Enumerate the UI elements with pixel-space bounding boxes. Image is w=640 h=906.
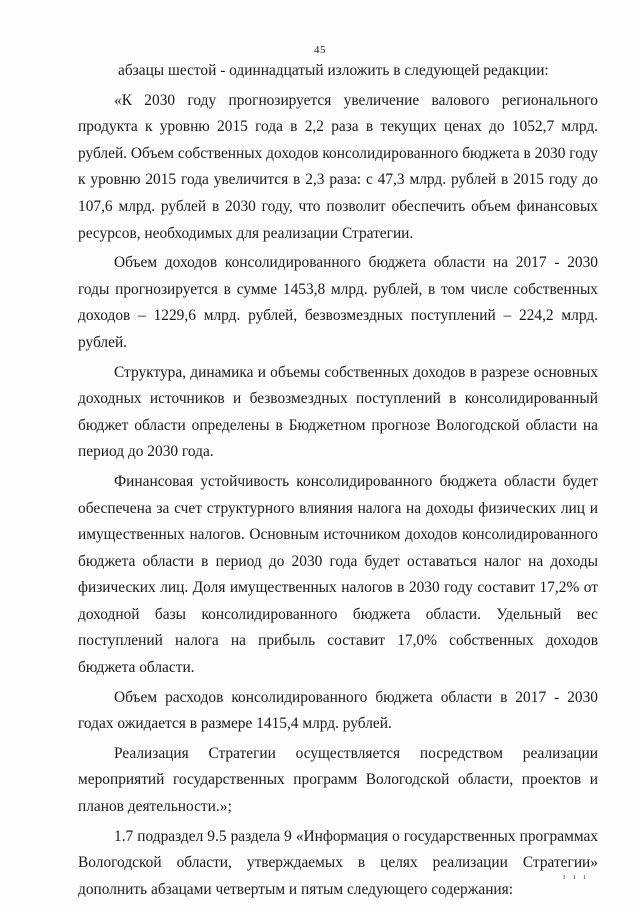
paragraph-amendment-1-7: 1.7 подраздел 9.5 раздела 9 «Информация о государственных программах Вологодской области, утверждаемых в целях реализации Стратегии» дополнить абзацами четвертым и пятым следующего содержания: xyxy=(78,827,598,898)
footer-scan-mark: ı ı ı xyxy=(563,872,589,881)
paragraph-intro: абзацы шестой - одиннадцатый изложить в следующей редакции: xyxy=(118,62,549,79)
paragraph-income-structure: Структура, динамика и объемы собственных доходов в разрезе основных доходных источников и безвозмездных поступлений в консолидированный бюджет области определены в Бюджетном прогнозе Вологодской области на период до 2030 года. xyxy=(78,363,598,461)
paragraph-grp-forecast: «К 2030 году прогнозируется увеличение валового регионального продукта к уровню 2015 года в 2,2 раза в текущих ценах до 1052,7 млрд. рублей. Объем собственных доходов консолидированного бюджета в 2030 году к уровню 2015 года увеличится в 2,3 раза: с 47,3 млрд. рублей в 2015 году до 107,6 млрд. рублей в 2030 году, что позволит обеспечить объем финансовых ресурсов, необходимых для реализации Стратегии. xyxy=(78,91,598,242)
page-number: 45 xyxy=(314,44,326,56)
paragraph-financial-stability: Финансовая устойчивость консолидированного бюджета области будет обеспечена за счет структурного влияния налога на доходы физических лиц и имущественных налогов. Основным источником доходов консолидированного бюджета области в период до 2030 года будет оставаться налог на доходы физических лиц. Доля имущественных налогов в 2030 году составит 17,2% от доходной базы консолидированного бюджета области. Удельный вес поступлений налога на прибыль составит 17,0% собственных доходов бюджета области. xyxy=(78,472,598,677)
paragraph-expenses-volume: Объем расходов консолидированного бюджета области в 2017 - 2030 годах ожидается в размере 1415,4 млрд. рублей. xyxy=(78,688,598,733)
paragraph-strategy-implementation: Реализация Стратегии осуществляется посредством реализации мероприятий государственных программ Вологодской области, проектов и планов деятельности.»; xyxy=(78,744,598,816)
paragraph-income-volume: Объем доходов консолидированного бюджета области на 2017 - 2030 годы прогнозируется в сумме 1453,8 млрд. рублей, в том числе собственных доходов – 1229,6 млрд. рублей, безвозмездных поступлений – 224,2 млрд. рублей. xyxy=(78,254,598,351)
document-body xyxy=(78,58,598,906)
